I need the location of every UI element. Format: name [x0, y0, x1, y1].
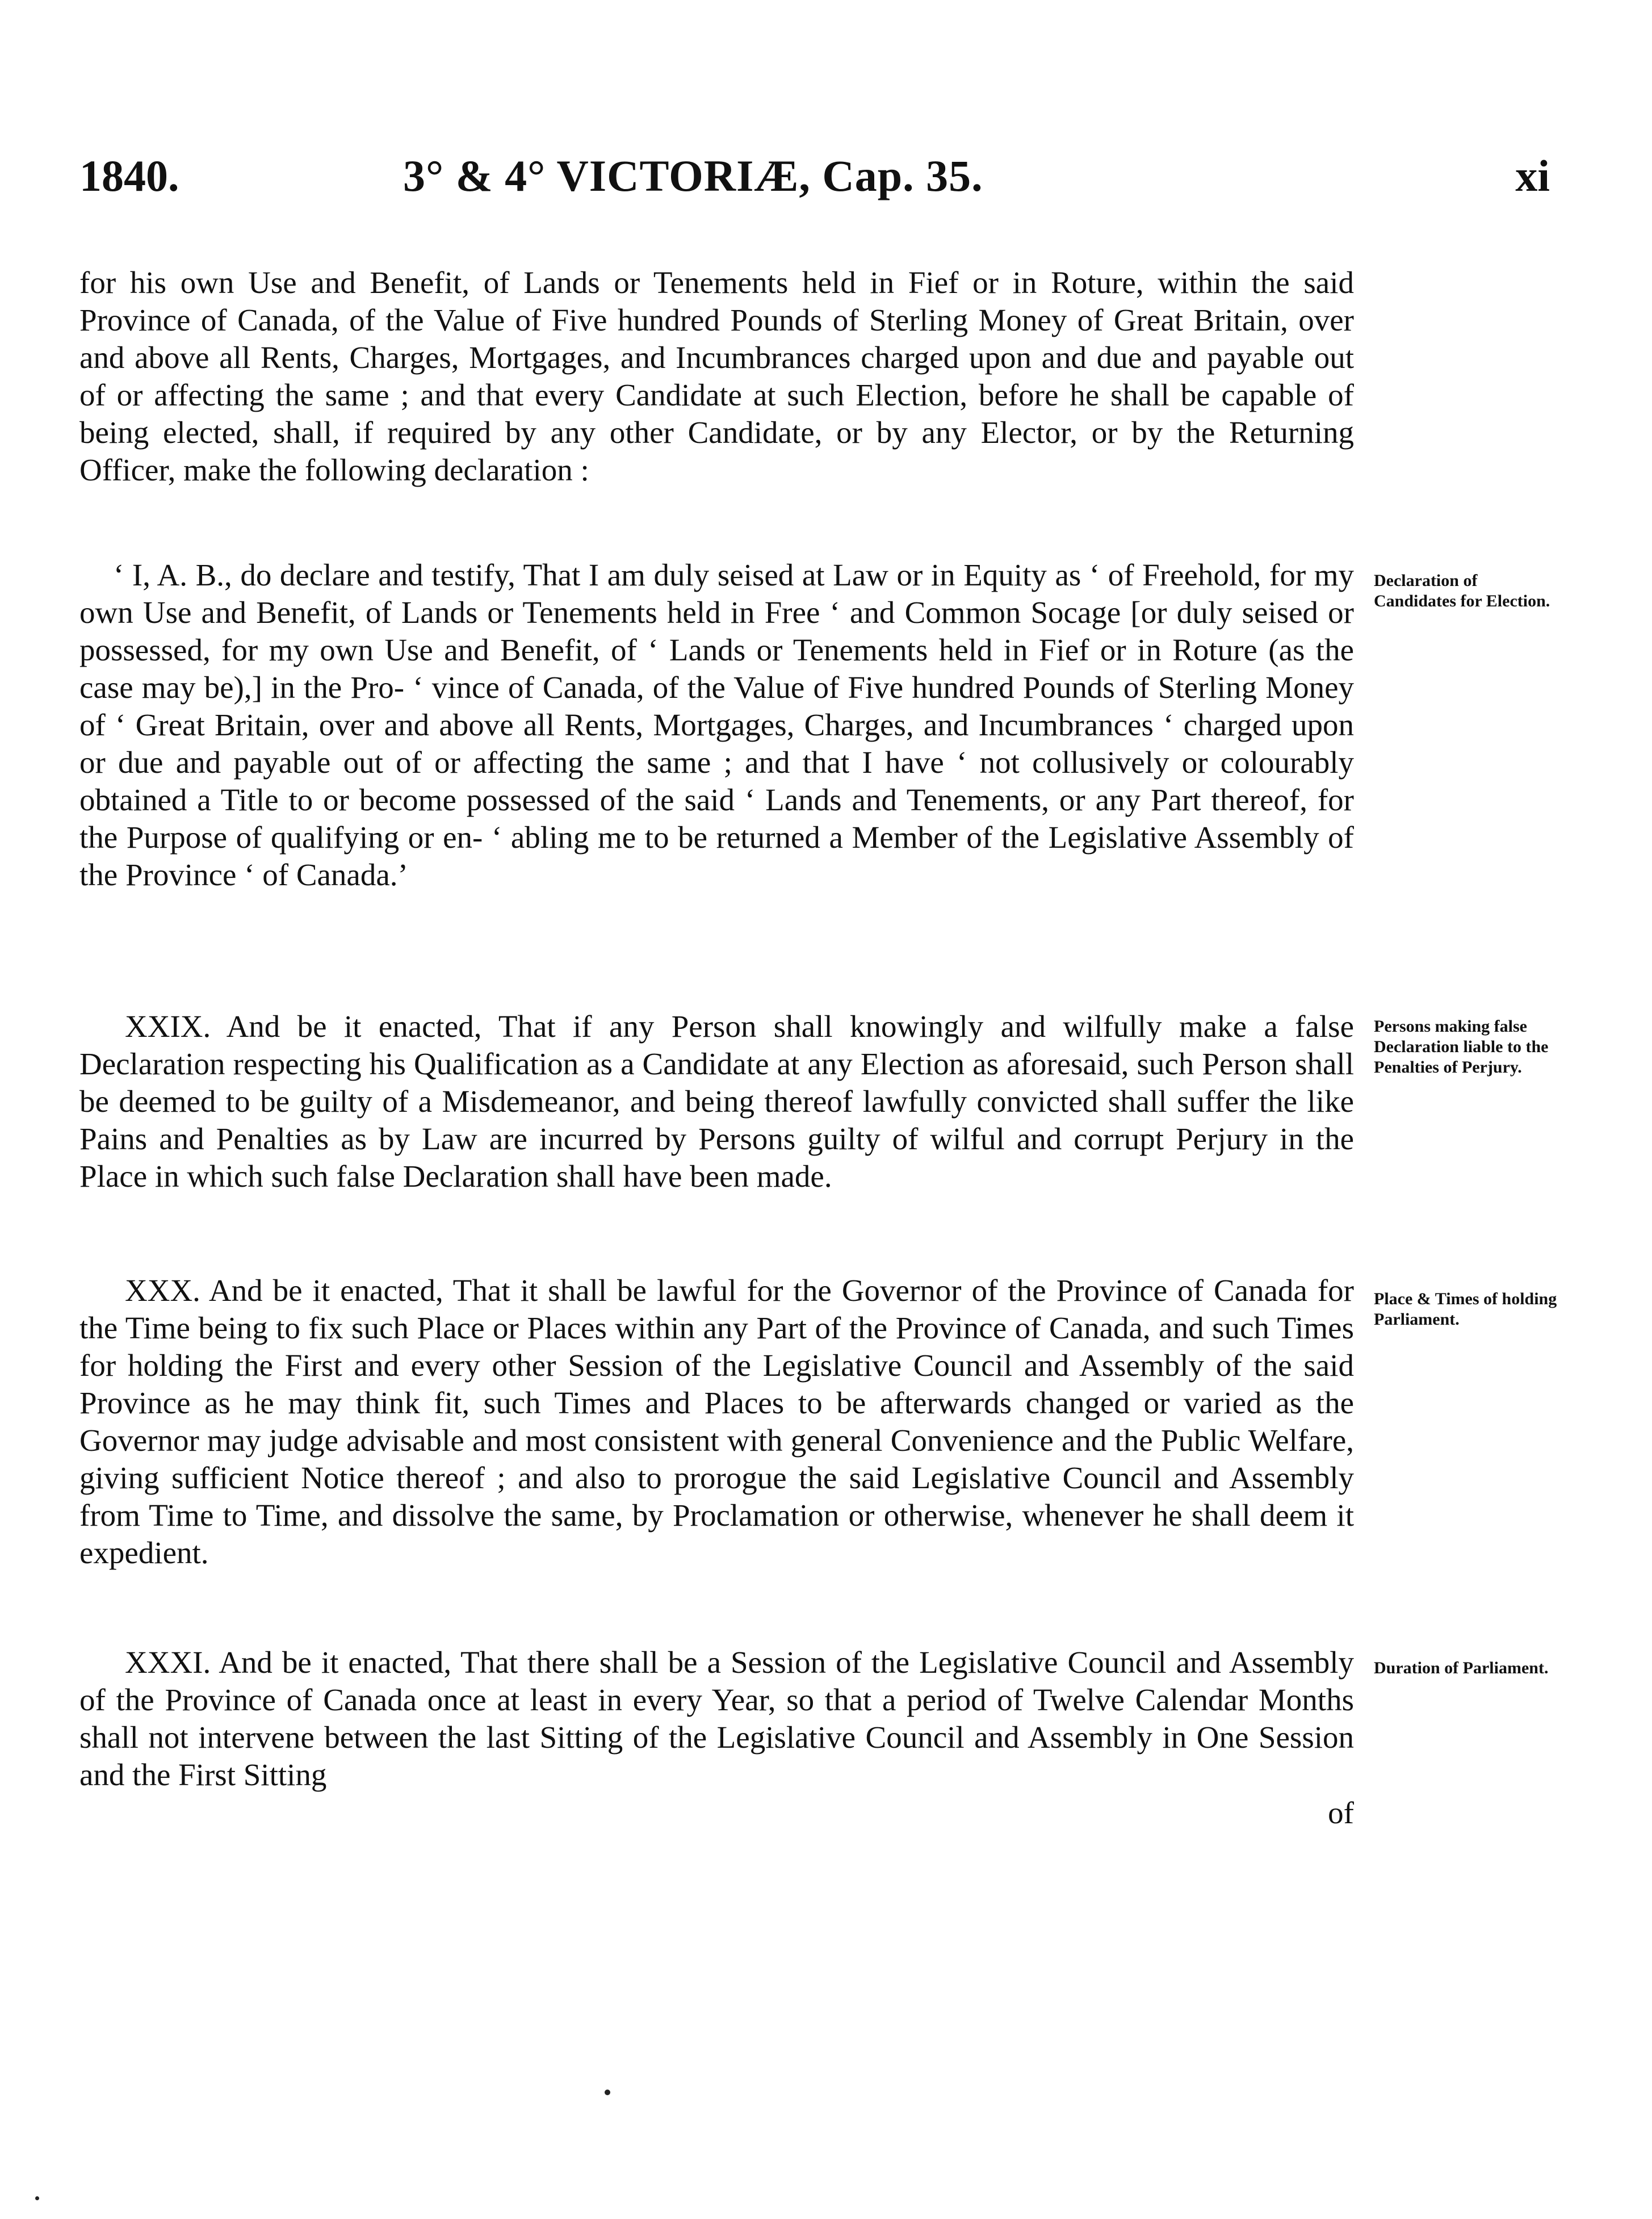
print-speck	[605, 2090, 610, 2095]
section-30	[79, 1272, 1354, 1572]
section-29	[79, 1008, 1354, 1195]
section-31-text: And be it enacted, That there shall be a Session of the Legislative Council and Assembly of the Province of Canada once at least in every Year, so that a period of Twelve Calendar Months shall not intervene between the last Sitting of the Legislative Council and Assembly in One Session and the First Sitting	[79, 1645, 1354, 1792]
intro-paragraph: for his own Use and Benefit, of Lands or Tenements held in Fief or in Roture, within the said Province of Canada, of the Value of Five hundred Pounds of Sterling Money of Great Britain, over and above all Rents, Charges, Mortgages, and Incumbrances charged upon and due and payable out of or affecting the same ; and that every Candidate at such Election, before he shall be capable of being elected, shall, if required by any other Candidate, or by any Elector, or by the Returning Officer, make the following declaration :	[79, 265, 1354, 487]
section-29-number: XXIX.	[125, 1009, 211, 1044]
page-number: xi	[1515, 151, 1550, 200]
header-year: 1840.	[79, 151, 179, 200]
margin-note-duration: Duration of Parliament.	[1374, 1659, 1549, 1677]
margin-note-false-declaration: Persons making false Declaration liable to the Penalties of Perjury.	[1374, 1017, 1549, 1077]
section-31	[79, 1644, 1354, 1794]
section-29-text: And be it enacted, That if any Person shall knowingly and wilfully make a false Declaration respecting his Qualification as a Candidate at any Election as aforesaid, such Person shall be deemed to be guilty of a Misdemeanor, and being thereof lawfully convicted shall suffer the like Pains and Penalties as by Law are incurred by Persons guilty of wilful and corrupt Perjury in the Place in which such false Declaration shall have been made.	[79, 1009, 1354, 1194]
section-30-number: XXX.	[125, 1273, 200, 1308]
intro-paragraph-block	[79, 264, 1354, 489]
section-31-number: XXXI.	[125, 1645, 211, 1680]
print-speck	[35, 2196, 39, 2200]
declaration-block	[79, 556, 1354, 894]
catchword: of	[1328, 1795, 1354, 1830]
margin-note-declaration: Declaration of Candidates for Election.	[1374, 571, 1550, 610]
header-title: 3° & 4° VICTORIÆ, Cap. 35.	[403, 151, 983, 200]
running-header	[79, 145, 1550, 207]
margin-note-place-times: Place & Times of holding Parliament.	[1374, 1289, 1557, 1329]
declaration-text: ‘ I, A. B., do declare and testify, That I am duly seised at Law or in Equity as ‘ of Freehold, for my own Use and Benefit, of Lands or Tenements held in Free ‘ and Common Socage [or duly seised or possessed, for my own Use and Benefit, of ‘ Lands or Tenements held in Fief or in Roture (as the case may be),] in the Pro- ‘ vince of Canada, of the Value of Five hundred Pounds of Sterling Money of ‘ Great Britain, over and above all Rents, Mortgages, Charges, and Incumbrances ‘ charged upon or due and payable out of or affecting the same ; and that I have ‘ not collusively or colourably obtained a Title to or become possessed of the said ‘ Lands and Tenements, or any Part thereof, for the Purpose of qualifying or en- ‘ abling me to be returned a Member of the Legislative Assembly of the Province ‘ of Canada.’	[79, 558, 1354, 892]
section-30-text: And be it enacted, That it shall be lawful for the Governor of the Province of Canada for the Time being to fix such Place or Places within any Part of the Province of Canada, and such Times for holding the First and every other Session of the Legislative Council and Assembly of the said Province as he may think fit, such Times and Places to be afterwards changed or varied as the Governor may judge advisable and most consistent with general Convenience and the Public Welfare, giving sufficient Notice thereof ; and also to prorogue the said Legislative Council and Assembly from Time to Time, and dissolve the same, by Proclamation or otherwise, whenever he shall deem it expedient.	[79, 1273, 1354, 1570]
